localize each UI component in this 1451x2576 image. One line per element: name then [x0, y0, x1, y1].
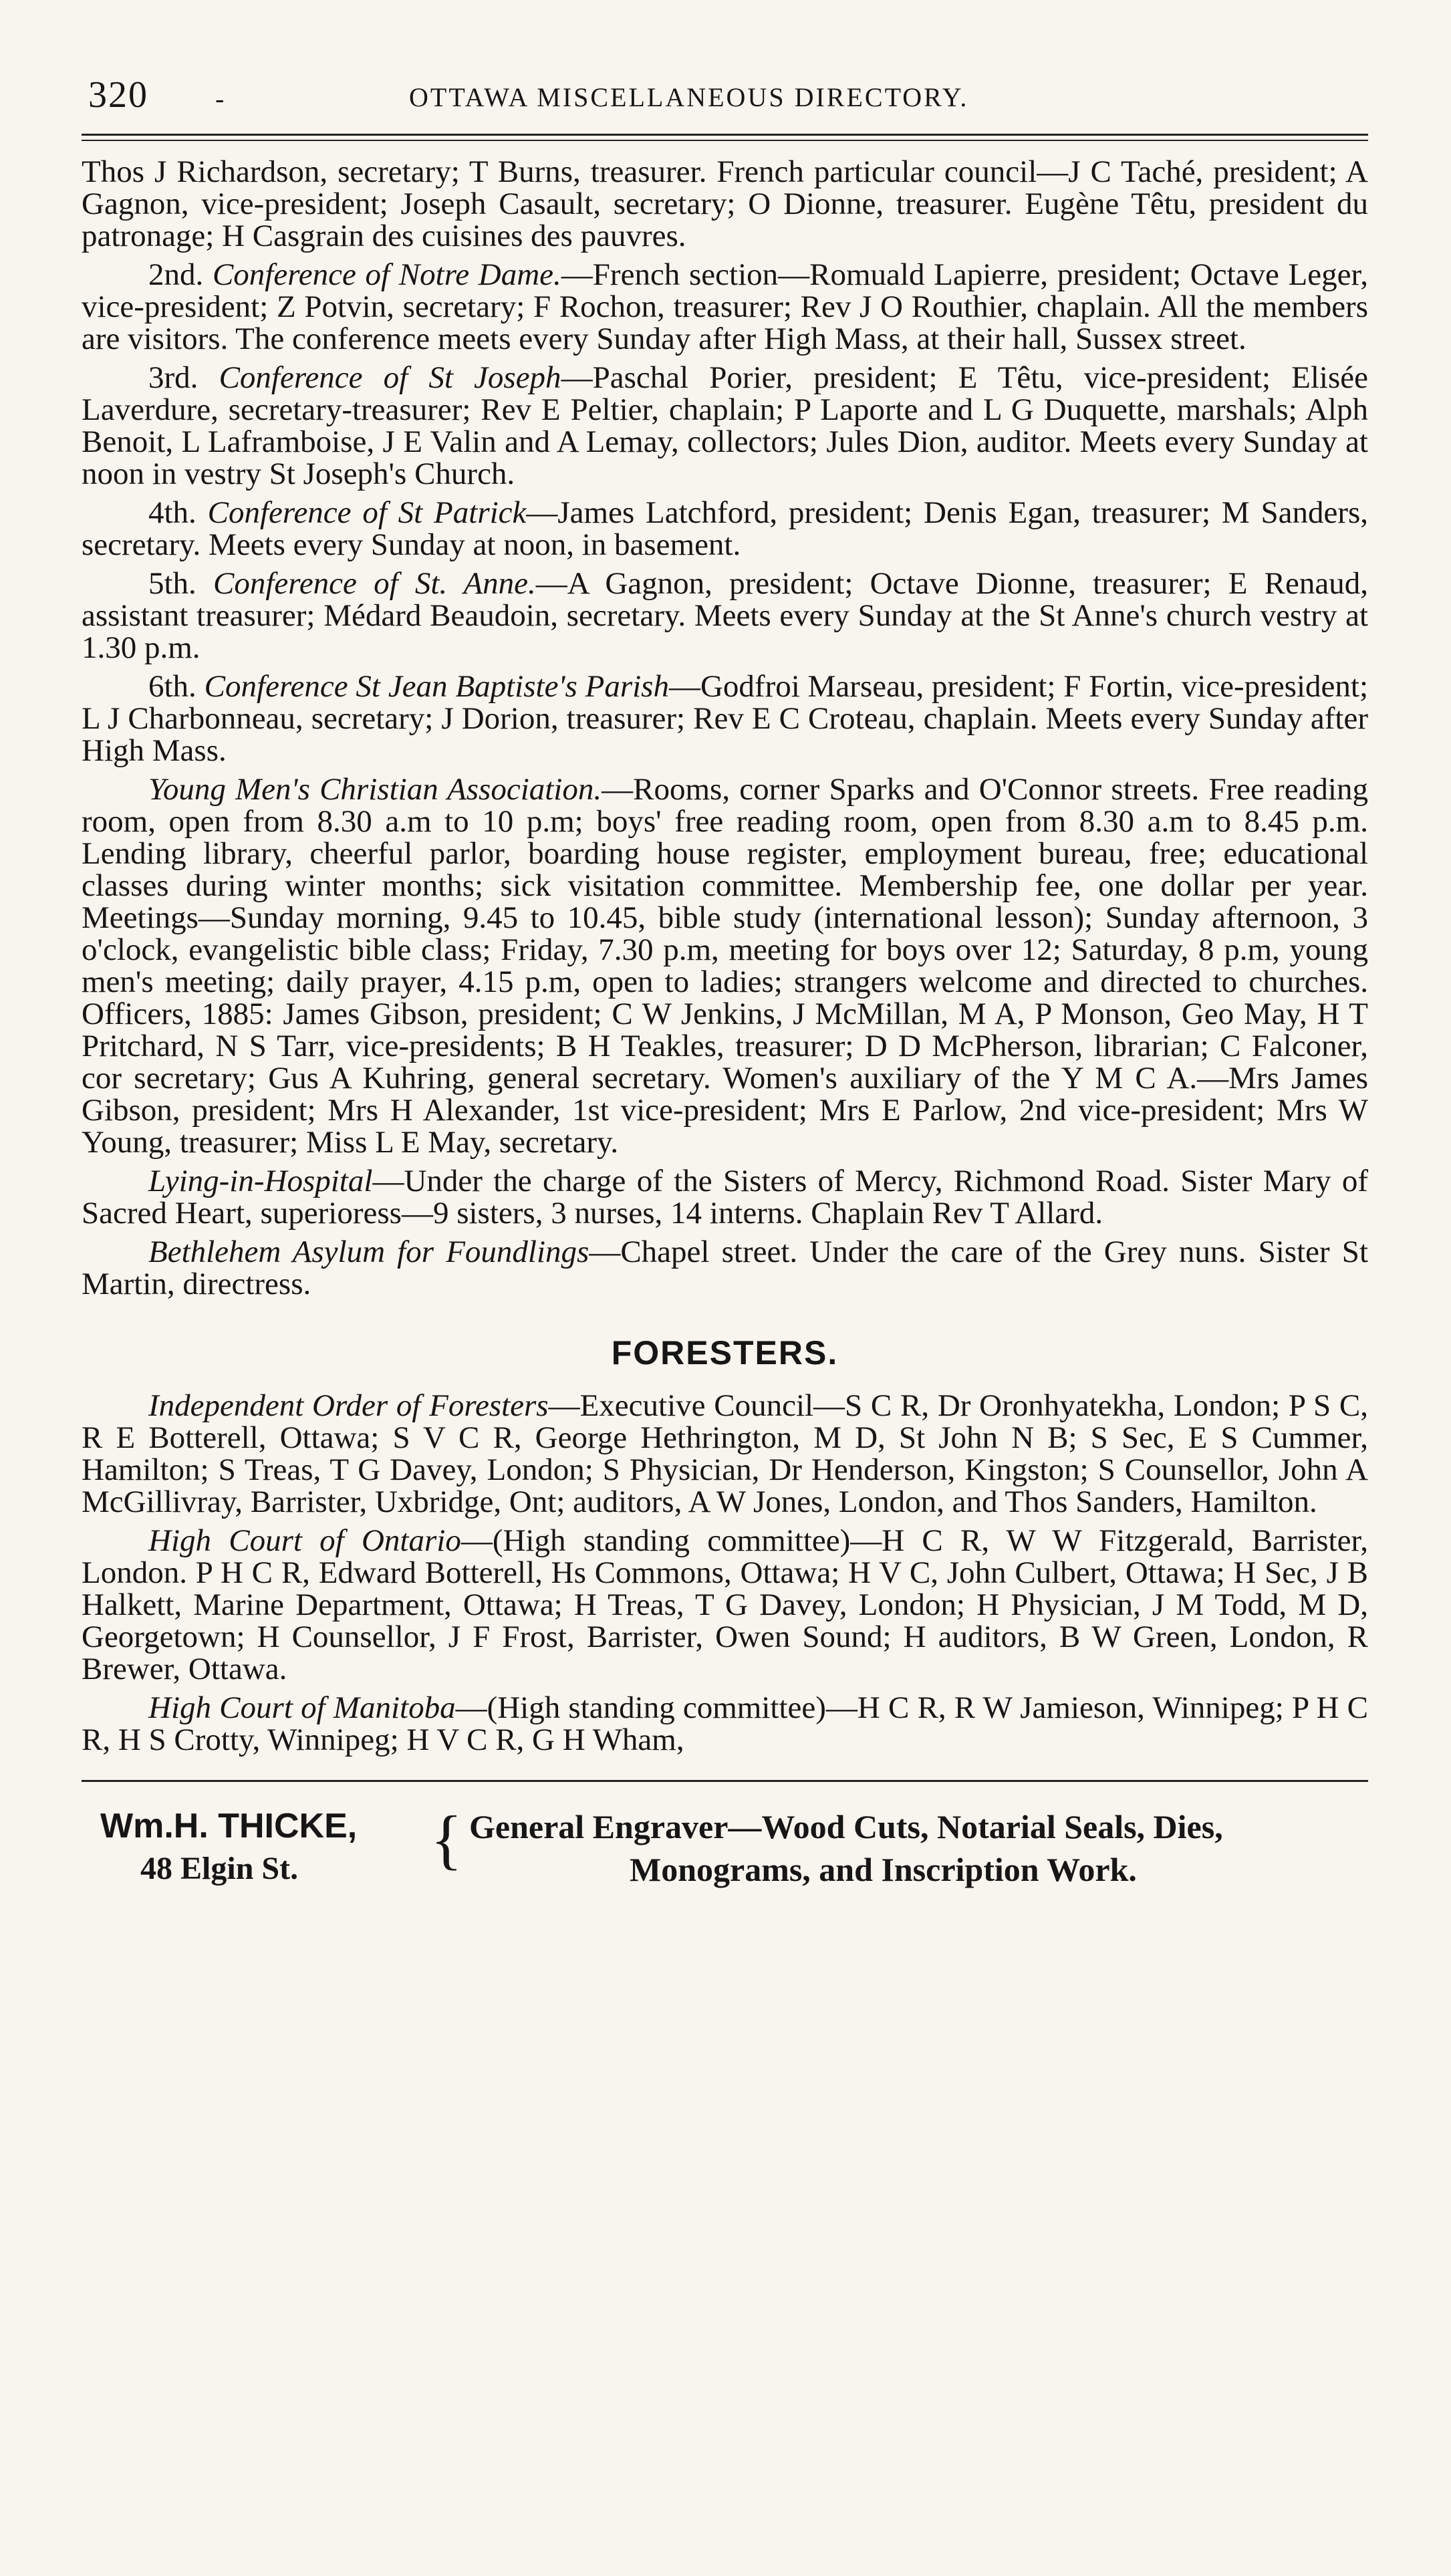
directory-page [82, 74, 1368, 1906]
paragraph-text: —Executive Council—S C R, Dr Oronhyatekha, London; P S C, R E Botterell, Ottawa; S V C R, George Hethrington, M D, St John N B; S Sec, E S Cummer, Hamilton; S Treas, T G Davey, London; S Physician, Dr Henderson, Kingston; S Counsellor, John A McGillivray, Barrister, Uxbridge, Ont; auditors, A W Jones, London, and Thos Sanders, Hamilton. [82, 1388, 1368, 1519]
paragraph-prefix: 3rd. [148, 360, 219, 395]
paragraph-lead: Conference of St Patrick [207, 495, 527, 530]
header-dash: - [215, 84, 225, 114]
paragraph-text: —(High standing committee)—H C R, W W Fitzgerald, Barrister, London. P H C R, Edward Botterell, Hs Commons, Ottawa; H V C, John Culbert, Ottawa; H Sec, J B Halkett, Marine Department, Ottawa; H Treas, T G Davey, London; H Physician, J M Todd, M D, Georgetown; H Counsellor, J F Frost, Barrister, Owen Sound; H auditors, B W Green, London, R Brewer, Ottawa. [82, 1523, 1368, 1686]
advertiser-services-line1: General Engraver—Wood Cuts, Notarial Seals, Dies, [469, 1808, 1223, 1845]
paragraph-text: Thos J Richardson, secretary; T Burns, treasurer. French particular council—J C Taché, president; A Gagnon, vice-president; Joseph Casault, secretary; O Dionne, treasurer. Eugène Têtu, president du patronage; H Casgrain des cuisines des pauvres. [82, 154, 1368, 253]
paragraph-text: —Under the charge of the Sisters of Mercy, Richmond Road. Sister Mary of Sacred Heart, superioress—9 sisters, 3 nurses, 14 interns. Chaplain Rev T Allard. [82, 1164, 1368, 1231]
paragraph-lead: Bethlehem Asylum for Foundlings [148, 1235, 589, 1269]
paragraph-prefix: 2nd. [148, 257, 213, 292]
header-rule [82, 134, 1368, 141]
paragraph-lead: Lying-in-Hospital [148, 1164, 373, 1198]
paragraph-lead: Conference of St. Anne. [213, 566, 536, 601]
advertiser-address: 48 Elgin St. [140, 1851, 299, 1886]
paragraph-lead: Independent Order of Foresters [148, 1388, 549, 1423]
paragraph-conference-st-joseph [82, 362, 1368, 490]
advertiser-name: Wm.H. THICKE, [100, 1807, 358, 1845]
paragraph-text: —Rooms, corner Sparks and O'Connor streets. Free reading room, open from 8.30 a.m to 10 p.m; boys' free reading room, open from 8.30 a.m to 8.45 p.m. Lending library, cheerful parlor, boarding house register, employment bureau, free; educational classes during winter months; sick visitation committee. Membership fee, one dollar per year. Meetings—Sunday morning, 9.45 to 10.45, bible study (international lesson); Sunday afternoon, 3 o'clock, evangelistic bible class; Friday, 7.30 p.m, meeting for boys over 12; Saturday, 8 p.m, young men's meeting; daily prayer, 4.15 p.m, open to ladies; strangers welcome and directed to churches. Officers, 1885: James Gibson, president; C W Jenkins, J McMillan, M A, P Monson, Geo May, H T Pritchard, N S Tarr, vice-presidents; B H Teakles, treasurer; D D McPherson, librarian; C Falconer, cor secretary; Gus A Kuhring, general secretary. Women's auxiliary of the Y M C A.—Mrs James Gibson, president; Mrs H Alexander, 1st vice-president; Mrs E Parlow, 2nd vice-president; Mrs W Young, treasurer; Miss L E May, secretary. [82, 772, 1368, 1160]
paragraph-high-court-ontario [82, 1525, 1368, 1685]
paragraph-lead: Conference of Notre Dame. [212, 257, 561, 292]
paragraph-prefix: 4th. [148, 495, 208, 530]
paragraph-continuation [82, 156, 1368, 252]
paragraph-conference-st-patrick [82, 497, 1368, 561]
running-title: OTTAWA MISCELLANEOUS DIRECTORY. [409, 82, 969, 112]
paragraph-high-court-manitoba [82, 1692, 1368, 1756]
page-number: 320 [88, 74, 148, 116]
section-heading-foresters: FORESTERS. [611, 1334, 839, 1372]
paragraph-conference-notre-dame [82, 259, 1368, 355]
paragraph-lead: Conference of St Joseph [219, 360, 561, 395]
advertiser-services-line2: Monograms, and Inscription Work. [630, 1851, 1137, 1888]
paragraph-text: —A Gagnon, president; Octave Dionne, treasurer; E Renaud, assistant treasurer; Médard Beaudoin, secretary. Meets every Sunday at the St Anne's church vestry at 1.30 p.m. [82, 566, 1369, 665]
paragraph-bethlehem-asylum [82, 1236, 1368, 1300]
page-header [82, 74, 1368, 127]
paragraph-independent-order-foresters [82, 1390, 1368, 1518]
paragraph-conference-st-anne [82, 567, 1368, 664]
paragraph-text: —Chapel street. Under the care of the Grey nuns. Sister St Martin, directress. [82, 1235, 1368, 1301]
paragraph-text: —Godfroi Marseau, president; F Fortin, vice-president; L J Charbonneau, secretary; J Dorion, treasurer; Rev E C Croteau, chaplain. Meets every Sunday after High Mass. [82, 669, 1369, 768]
paragraph-conference-st-jean-baptiste [82, 670, 1368, 767]
paragraph-text: —French section—Romuald Lapierre, president; Octave Leger, vice-president; Z Potvin, secretary; F Rochon, treasurer; Rev J O Routhier, chaplain. All the members are visitors. The conference meets every Sunday after High Mass, at their hall, Sussex street. [82, 257, 1369, 356]
paragraph-lead: Conference St Jean Baptiste's Parish [204, 669, 669, 704]
paragraph-text: —Paschal Porier, president; E Têtu, vice-president; Elisée Laverdure, secretary-treasurer; Rev E Peltier, chaplain; P Laporte and L G Duquette, marshals; Alph Benoit, L Laframboise, J E Valin and A Lemay, collectors; Jules Dion, auditor. Meets every Sunday at noon in vestry St Joseph's Church. [82, 360, 1368, 491]
main-text [82, 156, 1368, 1756]
brace-glyph: { [430, 1802, 463, 1876]
paragraph-lying-in-hospital [82, 1165, 1368, 1229]
paragraph-ymca [82, 773, 1368, 1158]
paragraph-text: —James Latchford, president; Denis Egan, treasurer; M Sanders, secretary. Meets every Sunday at noon, in basement. [82, 495, 1369, 562]
paragraph-lead: Young Men's Christian Association. [148, 772, 602, 807]
paragraph-prefix: 5th. [148, 566, 213, 601]
paragraph-lead: High Court of Ontario [148, 1523, 461, 1558]
paragraph-prefix: 6th. [148, 669, 205, 704]
paragraph-lead: High Court of Manitoba [148, 1690, 456, 1725]
advertisement [82, 1802, 1368, 1906]
paragraph-text: —(High standing committee)—H C R, R W Jamieson, Winnipeg; P H C R, H S Crotty, Winnipeg; H V C R, G H Wham, [82, 1690, 1368, 1757]
footer-rule [82, 1780, 1368, 1782]
